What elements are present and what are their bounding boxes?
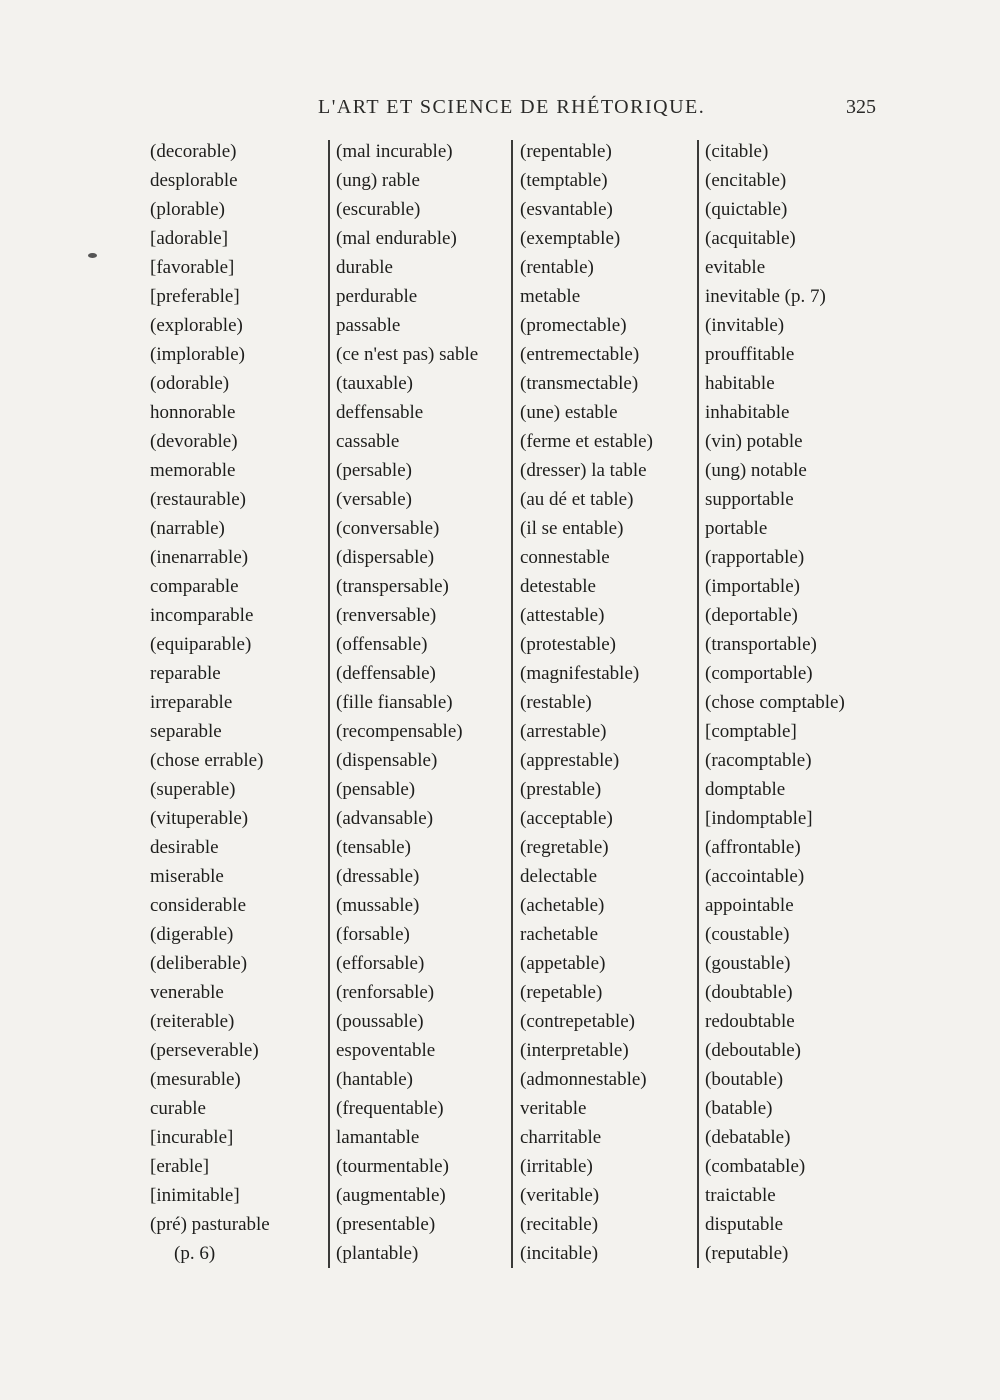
word-entry: (p. 6) [174,1243,216,1264]
word-entry: (rentable) [520,257,594,278]
word-entry: (acquitable) [705,228,796,249]
word-entry: deffensable [336,402,424,423]
word-entry: memorable [150,460,236,481]
word-entry: (frequentable) [336,1098,444,1119]
word-entry: (repentable) [520,141,612,162]
word-entry: (acceptable) [520,808,613,829]
word-entry: (invitable) [705,315,785,336]
word-entry: (mal endurable) [336,228,457,249]
word-entry: (racomptable) [705,750,812,771]
word-entry: (reputable) [705,1243,789,1264]
word-entry: (presentable) [336,1214,436,1235]
word-entry: (conversable) [336,518,440,539]
word-entry: (deboutable) [705,1040,802,1061]
word-entry: (plantable) [336,1243,419,1264]
word-entry: (recitable) [520,1214,599,1235]
word-entry: comparable [150,576,239,597]
word-entry: perdurable [336,286,418,307]
word-entry: habitable [705,373,775,394]
word-entry: (ce n'est pas) sable [336,344,479,365]
word-entry: (chose comptable) [705,692,845,713]
word-entry: (dispersable) [336,547,435,568]
page-number: 325 [846,96,876,118]
word-entry: (transpersable) [336,576,449,597]
word-entry: (tourmentable) [336,1156,449,1177]
word-entry: (mussable) [336,895,420,916]
word-entry: [indomptable] [705,808,813,829]
word-entry: (une) estable [520,402,618,423]
word-entry: (appetable) [520,953,606,974]
word-entry: desplorable [150,170,238,191]
word-entry: traictable [705,1185,776,1206]
word-entry: (chose errable) [150,750,264,771]
word-entry: (debatable) [705,1127,791,1148]
word-entry: curable [150,1098,206,1119]
word-entry: (contrepetable) [520,1011,635,1032]
word-entry: (attestable) [520,605,605,626]
word-entry: (au dé et table) [520,489,634,510]
word-entry: (dispensable) [336,750,438,771]
word-entry: (advansable) [336,808,434,829]
word-entry: (mal incurable) [336,141,453,162]
word-entry: (admonnestable) [520,1069,647,1090]
word-entry: (ung) rable [336,170,420,191]
word-entry: (veritable) [520,1185,600,1206]
word-entry: detestable [520,576,596,597]
word-entry: (vin) potable [705,431,803,452]
word-entry: (renversable) [336,605,437,626]
word-entry: (arrestable) [520,721,607,742]
word-entry: irreparable [150,692,233,713]
word-entry: prouffitable [705,344,795,365]
word-entry: disputable [705,1214,784,1235]
word-column-3 [520,137,653,1268]
word-entry: (esvantable) [520,199,613,220]
word-entry: (batable) [705,1098,773,1119]
word-entry: (quictable) [705,199,788,220]
word-entry: (versable) [336,489,412,510]
word-entry: (vituperable) [150,808,249,829]
word-entry: (escurable) [336,199,421,220]
word-entry: passable [336,315,401,336]
word-entry: (efforsable) [336,953,425,974]
word-entry: cassable [336,431,400,452]
word-entry: inhabitable [705,402,790,423]
word-entry: (augmentable) [336,1185,446,1206]
word-entry: (deliberable) [150,953,248,974]
word-entry: (restable) [520,692,592,713]
word-entry: (digerable) [150,924,234,945]
word-entry: miserable [150,866,224,887]
word-entry: (doubtable) [705,982,793,1003]
word-list [0,137,1000,1277]
word-entry: (recompensable) [336,721,463,742]
word-entry: metable [520,286,581,307]
word-entry: (devorable) [150,431,238,452]
word-entry: [preferable] [150,286,240,307]
word-column-4 [705,137,845,1268]
word-entry: charritable [520,1127,602,1148]
word-entry: (interpretable) [520,1040,629,1061]
word-entry: (poussable) [336,1011,424,1032]
word-entry: (equiparable) [150,634,252,655]
word-entry: (plorable) [150,199,225,220]
word-entry: (apprestable) [520,750,620,771]
word-entry: (superable) [150,779,236,800]
word-entry: (perseverable) [150,1040,259,1061]
word-entry: (protestable) [520,634,617,655]
word-entry: (inenarrable) [150,547,249,568]
word-entry: venerable [150,982,224,1003]
word-entry: (magnifestable) [520,663,640,684]
word-entry: (ferme et estable) [520,431,653,452]
word-entry: (narrable) [150,518,225,539]
word-entry: honnorable [150,402,236,423]
word-entry: (mesurable) [150,1069,241,1090]
word-entry: (fille fiansable) [336,692,453,713]
word-entry: delectable [520,866,598,887]
word-column-1 [150,137,270,1268]
word-entry: appointable [705,895,794,916]
word-entry: considerable [150,895,247,916]
word-entry: (offensable) [336,634,428,655]
word-entry: domptable [705,779,786,800]
word-entry: (implorable) [150,344,245,365]
word-entry: [adorable] [150,228,229,249]
running-title: L'ART ET SCIENCE DE RHÉTORIQUE. [318,96,706,118]
word-entry: (irritable) [520,1156,593,1177]
word-entry: (comportable) [705,663,813,684]
word-entry: [inimitable] [150,1185,240,1206]
word-entry: incomparable [150,605,254,626]
word-entry: [incurable] [150,1127,234,1148]
word-entry: reparable [150,663,221,684]
word-entry: (temptable) [520,170,608,191]
word-entry: separable [150,721,222,742]
word-entry: (deffensable) [336,663,436,684]
word-entry: (dresser) la table [520,460,647,481]
word-entry: (deportable) [705,605,798,626]
word-entry: supportable [705,489,794,510]
word-entry: (dressable) [336,866,420,887]
word-entry: (citable) [705,141,769,162]
word-entry: (renforsable) [336,982,435,1003]
word-entry: desirable [150,837,219,858]
word-entry: espoventable [336,1040,436,1061]
word-entry: (decorable) [150,141,237,162]
word-entry: (encitable) [705,170,787,191]
word-entry: (importable) [705,576,800,597]
word-entry: [comptable] [705,721,797,742]
word-entry: (entremectable) [520,344,640,365]
word-entry: (persable) [336,460,412,481]
word-entry: (incitable) [520,1243,599,1264]
word-entry: (boutable) [705,1069,784,1090]
word-entry: inevitable (p. 7) [705,286,826,307]
word-entry: (affrontable) [705,837,801,858]
word-entry: connestable [520,547,610,568]
word-entry: (prestable) [520,779,602,800]
word-entry: veritable [520,1098,587,1119]
word-entry: (forsable) [336,924,410,945]
word-column-2 [336,137,478,1268]
word-entry: (tensable) [336,837,411,858]
word-entry: (explorable) [150,315,243,336]
word-entry: lamantable [336,1127,420,1148]
word-entry: (hantable) [336,1069,414,1090]
word-entry: (odorable) [150,373,230,394]
word-entry: (coustable) [705,924,790,945]
word-entry: portable [705,518,768,539]
word-entry: (accointable) [705,866,805,887]
word-entry: (il se entable) [520,518,624,539]
word-entry: (ung) notable [705,460,807,481]
word-entry: [favorable] [150,257,235,278]
word-entry: (transportable) [705,634,817,655]
word-entry: (tauxable) [336,373,414,394]
page-header [0,96,1000,126]
word-entry: (exemptable) [520,228,621,249]
word-entry: redoubtable [705,1011,795,1032]
word-entry: (regretable) [520,837,609,858]
word-entry: (goustable) [705,953,791,974]
word-entry: rachetable [520,924,599,945]
word-entry: (transmectable) [520,373,639,394]
word-entry: (reiterable) [150,1011,235,1032]
word-entry: (restaurable) [150,489,246,510]
word-entry: (rapportable) [705,547,805,568]
word-entry: (combatable) [705,1156,806,1177]
word-entry: (achetable) [520,895,605,916]
word-entry: [erable] [150,1156,210,1177]
word-entry: (pré) pasturable [150,1214,270,1235]
word-entry: (pensable) [336,779,416,800]
word-entry: (repetable) [520,982,603,1003]
word-entry: (promectable) [520,315,627,336]
word-entry: durable [336,257,393,278]
word-entry: evitable [705,257,766,278]
